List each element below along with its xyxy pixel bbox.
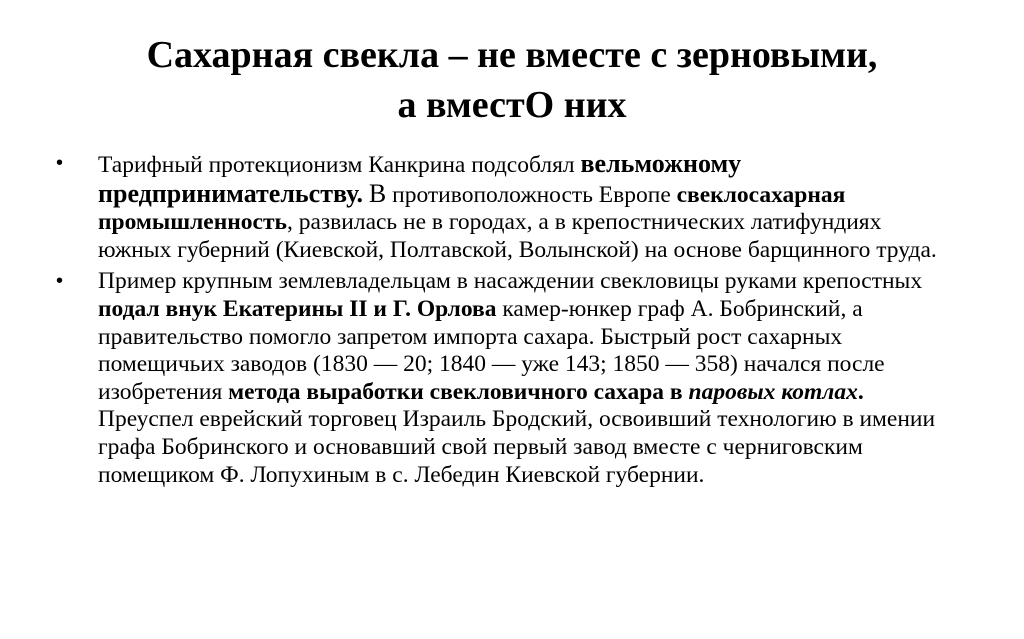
bullet-list [56,150,956,493]
bullet2-bold-italic: паровых котлах [688,378,858,405]
bullet2-bold-grandson: подал внук Екатерины II и Г. Орлова [98,295,497,322]
bullet1-text: Тарифный протекционизм Канкрина подсоблял [98,152,581,178]
bullet2-bold-method: метода выработки свекловичного сахара в [228,378,689,405]
bullet2-text-2: камер-юнкер граф А. Бобринский, а правительство помогло запретом импорта сахара. Быстрый рост сахарных помещичьих заводов (1830 — 20; 1840 — уже 143; 1850 — 358) начался после изобретения [98,295,885,405]
bullet1-text-3: , развилась не в городах, а в крепостнических латифундиях южных губерний (Киевской, Полтавской, Волынской) на основе барщинного труда. [98,209,937,263]
title-line-1: Сахарная свекла – не вместе с зерновыми, [146,34,878,76]
bullet1-text-big: В [368,178,387,208]
bullet-dot-icon: • [56,152,64,174]
bullet-item-1 [56,150,956,264]
bullet1-bold-industry: свеклосахарная промышленность [98,181,846,236]
bullet2-bold-dot: . [857,378,864,405]
bullet1-text-2: противоположность Европе [386,181,677,208]
slide-title [40,30,984,130]
bullet2-text-3: Преуспел еврейский торговец Израиль Бродский, освоивший технологию в имении графа Бобринского и основавший свой первый завод вместе с черниговским помещиком Ф. Лопухиным в с. Лебедин Киевской губернии. [98,406,936,488]
title-line-2: а вместО них [397,84,627,126]
bullet-item-2 [56,268,956,489]
bullet2-text: Пример крупным землевладельцам в насаждении свекловицы руками крепостных [98,268,923,295]
bullet1-emphasis: вельможному предпринимательству. [98,149,742,208]
bullet-dot-icon: • [56,270,64,293]
